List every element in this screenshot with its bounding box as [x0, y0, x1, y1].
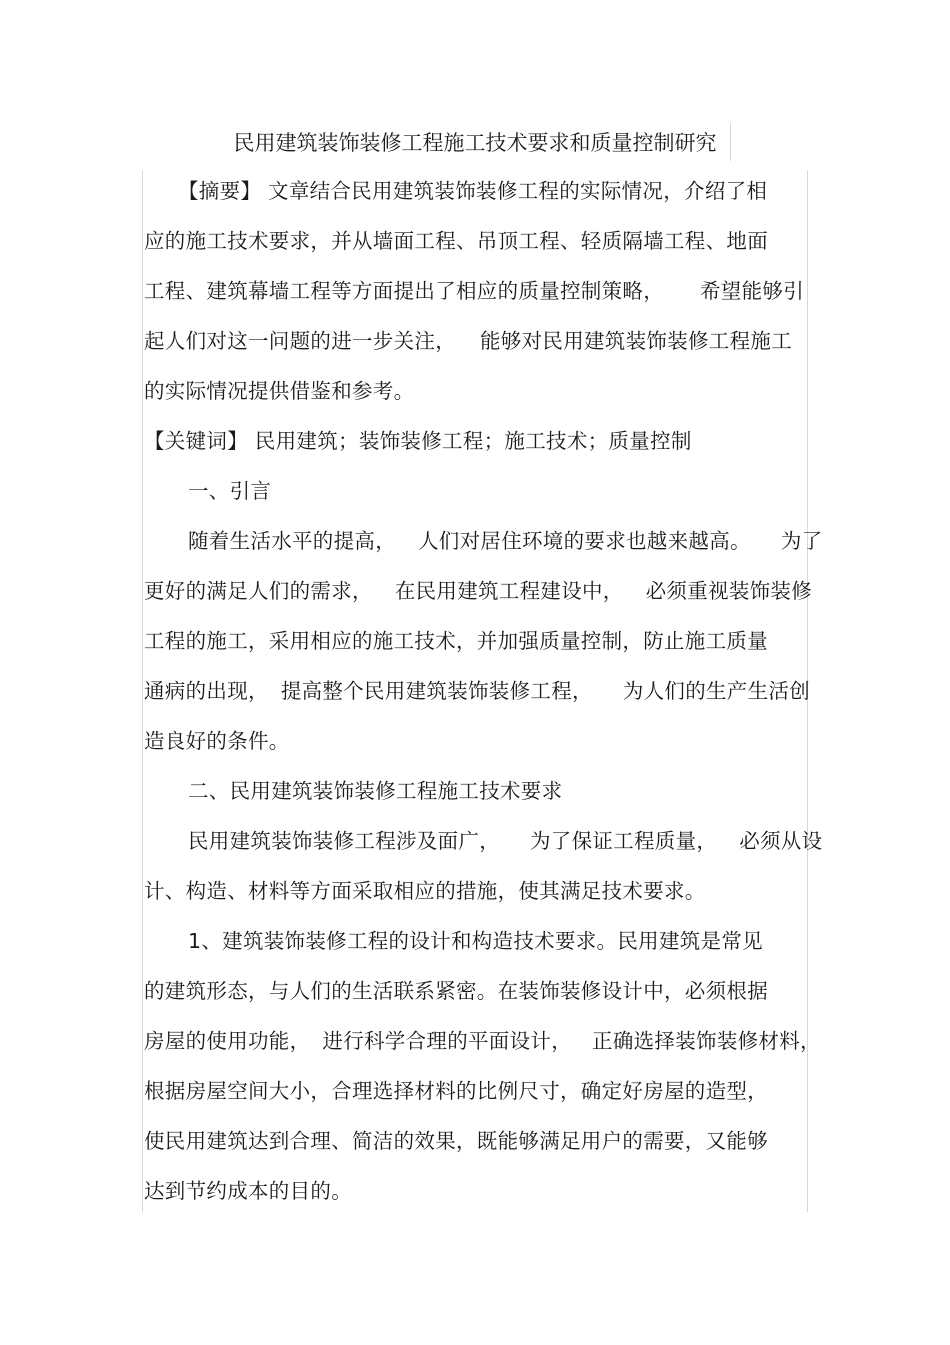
- abstract-line-4: [144, 326, 792, 356]
- paragraph-line: [144, 1176, 352, 1206]
- text-segment: 根据房屋空间大小，合理选择材料的比例尺寸，确定好房屋的造型，: [144, 1079, 768, 1103]
- text-segment: 随着生活水平的提高，: [188, 529, 396, 553]
- text-segment: 能够对民用建筑装饰装修工程施工: [480, 329, 792, 353]
- abstract-line-1: [178, 176, 767, 206]
- paragraph-line: [144, 876, 706, 906]
- paragraph-line: [144, 676, 810, 706]
- text-segment: 【摘要】 文章结合民用建筑装饰装修工程的实际情况，介绍了相: [178, 179, 768, 203]
- text-segment: 工程的施工，采用相应的施工技术，并加强质量控制，防止施工质量: [144, 629, 768, 653]
- paragraph-line: [144, 576, 812, 606]
- keywords-line: [144, 426, 692, 456]
- text-segment: 工程、建筑幕墙工程等方面提出了相应的质量控制策略，: [144, 279, 664, 303]
- text-segment: 为了保证工程质量，: [530, 829, 718, 853]
- paragraph-line: [188, 826, 822, 856]
- text-segment: 二、民用建筑装饰装修工程施工技术要求: [188, 779, 563, 803]
- text-segment: 造良好的条件。: [144, 729, 290, 753]
- text-segment: 希望能够引: [700, 279, 804, 303]
- text-segment: 必须重视装饰装修: [645, 579, 813, 603]
- paragraph-line: [144, 976, 768, 1006]
- text-segment: 通病的出现，: [144, 679, 269, 703]
- section-heading-requirements: [188, 776, 562, 806]
- text-segment: 起人们对这一问题的进一步关注，: [144, 329, 456, 353]
- text-segment: 为了: [780, 529, 823, 553]
- abstract-line-5: [144, 376, 414, 406]
- paragraph-line: [144, 626, 768, 656]
- text-segment: 更好的满足人们的需求，: [144, 579, 373, 603]
- text-segment: 人们对居住环境的要求也越来越高。: [418, 529, 751, 553]
- text-segment: 使民用建筑达到合理、简洁的效果，既能够满足用户的需要，又能够: [144, 1129, 768, 1153]
- paragraph-line: [144, 1076, 768, 1106]
- text-segment: 必须从设: [739, 829, 823, 853]
- text-segment: 在民用建筑工程建设中，: [394, 579, 624, 603]
- text-segment: 1、建筑装饰装修工程的设计和构造技术要求。民用建筑是常见: [188, 929, 763, 953]
- text-segment: 【关键词】 民用建筑；装饰装修工程；施工技术；质量控制: [144, 429, 692, 453]
- document-title: 民用建筑装饰装修工程施工技术要求和质量控制研究: [233, 131, 717, 155]
- text-segment: 房屋的使用功能，: [144, 1029, 311, 1053]
- text-segment: 的实际情况提供借鉴和参考。: [144, 379, 415, 403]
- frame-left-border: [142, 170, 143, 1212]
- paragraph-line: [188, 926, 763, 956]
- text-segment: 进行科学合理的平面设计，: [322, 1029, 573, 1053]
- text-segment: 计、构造、材料等方面采取相应的措施，使其满足技术要求。: [144, 879, 706, 903]
- text-segment: 民用建筑装饰装修工程涉及面广，: [188, 829, 500, 853]
- abstract-line-3: [144, 276, 804, 306]
- text-segment: 正确选择装饰装修材料，: [592, 1029, 821, 1053]
- text-segment: 为人们的生产生活创: [622, 679, 811, 703]
- section-heading-intro: [188, 476, 271, 506]
- paragraph-line: [188, 526, 822, 556]
- abstract-line-2: [144, 226, 768, 256]
- paragraph-line: [144, 726, 290, 756]
- text-segment: 应的施工技术要求，并从墙面工程、吊顶工程、轻质隔墙工程、地面: [144, 229, 768, 253]
- paragraph-line: [144, 1126, 768, 1156]
- paragraph-line: [144, 1026, 821, 1056]
- text-segment: 达到节约成本的目的。: [144, 1179, 352, 1203]
- text-segment: 一、引言: [188, 479, 272, 503]
- text-segment: 的建筑形态，与人们的生活联系紧密。在装饰装修设计中，必须根据: [144, 979, 768, 1003]
- text-segment: 提高整个民用建筑装饰装修工程，: [280, 679, 593, 703]
